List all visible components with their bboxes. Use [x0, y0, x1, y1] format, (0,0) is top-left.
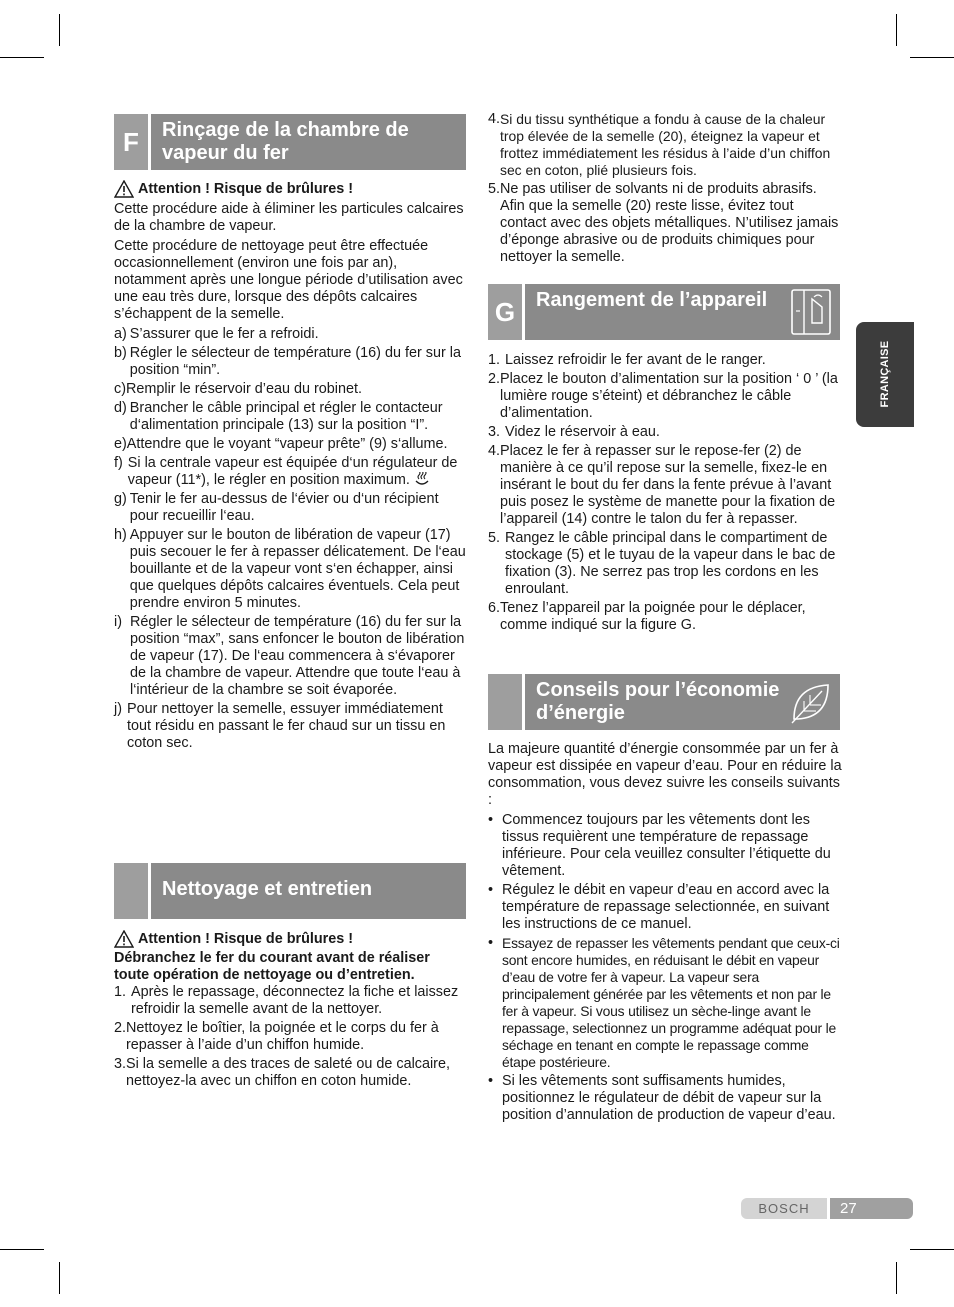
bullet-icon: • [488, 1073, 494, 1089]
item-label: 4. [488, 443, 501, 459]
item-label: e) [114, 436, 127, 452]
bullet-icon: • [488, 812, 494, 828]
bullet-item [488, 1073, 842, 1124]
item-text: Si les vêtements sont suffisaments humides, positionnez le régulateur de débit de vapeur sur la position d’annulation de production de vapeur d’eau. [502, 1073, 836, 1123]
bullet-icon: • [488, 882, 494, 898]
section-cleaning-continued [488, 111, 842, 268]
section-title: Rangement de l’appareil [536, 289, 768, 311]
item-text: Tenez l’appareil par la poignée pour le déplacer, comme indiqué sur la figure G. [500, 600, 806, 633]
section-letter: F [114, 114, 151, 170]
item-label: 1. [114, 984, 127, 1000]
item-text: Régulez le débit en vapeur d’eau en accord avec la température de repassage selectionnée, en suivant les instructions de ce manuel. [502, 882, 830, 932]
item-text: Tenir le fer au-dessus de l‘évier ou d‘un récipient pour recueillir l‘eau. [129, 491, 439, 524]
section-cleaning-body [114, 930, 466, 1092]
item-text: S’assurer que le fer a refroidi. [129, 326, 319, 342]
bullet-icon: • [488, 935, 494, 951]
item-text: Attendre que le voyant “vapeur prête” (9) s‘allume. [126, 436, 448, 452]
item-text: Régler le sélecteur de température (16) du fer sur la position “min”. [129, 345, 461, 378]
warning-icon [114, 930, 134, 948]
list-item [488, 352, 842, 369]
section-g-body [488, 352, 842, 636]
crop-mark [896, 1262, 897, 1294]
bullet-item [488, 812, 842, 880]
section-title: Nettoyage et entretien [162, 878, 373, 900]
item-text: Rangez le câble principal dans le compartiment de stockage (5) et le tuyau de la vapeur dans le bac de fixation (3). Ne serrez pas trop les cordons en les enroulant. [505, 530, 836, 597]
item-text: Placez le bouton d’alimentation sur la position ‘ 0 ’ (la lumière rouge s’éteint) et débranchez le câble d’alimentation. [500, 371, 838, 421]
list-item [488, 181, 842, 266]
item-label: c) [114, 381, 126, 397]
crop-mark [59, 1262, 60, 1294]
intro-paragraph: La majeure quantité d’énergie consommée par un fer à vapeur est dissipée en vapeur d’eau. Pour en réduire la consommation, vous devez suivre les conseils suivants : [488, 741, 842, 808]
item-text: Remplir le réservoir d’eau du robinet. [126, 381, 362, 397]
crop-mark [0, 57, 44, 58]
crop-mark [0, 1249, 44, 1250]
list-item [114, 701, 466, 752]
item-text: Essayez de repasser les vêtements pendant que ceux-ci sont encore humides, en réduisant le débit en vapeur d’eau de votre fer à vapeur. La vapeur sera principalement générée par les vêtements et non par le fer à vapeur. Si vous utilisez un sèche-linge avant le repassage, selectionnez un programme adéquat pour le séchage en tenant en compte le repassage comme étape postérieure. [502, 935, 840, 1070]
list-item [114, 527, 466, 612]
item-text: Si la centrale vapeur est équipée d‘un régulateur de vapeur (11*), le régler en position maximum. [127, 455, 458, 488]
list-item [114, 1056, 466, 1090]
item-label: j) [114, 701, 122, 717]
list-item [488, 424, 842, 441]
bullet-item [488, 935, 842, 1071]
item-label: f) [114, 455, 123, 471]
item-label: 2. [114, 1020, 127, 1036]
warning-icon [114, 180, 134, 198]
section-g-header [488, 284, 840, 340]
section-cleaning-header [114, 863, 466, 919]
section-title: Rinçage de la chambre de vapeur du fer [162, 119, 409, 164]
list-item [114, 326, 466, 343]
bold-notice: Débranchez le fer du courant avant de réaliser toute opération de nettoyage ou d’entretien. [114, 950, 430, 983]
item-label: 2. [488, 371, 501, 387]
list-item [114, 614, 466, 699]
item-text: Si la semelle a des traces de saleté ou de calcaire, nettoyez-la avec un chiffon en coton humide. [126, 1056, 450, 1089]
item-label: 3. [114, 1056, 127, 1072]
list-item [114, 455, 466, 489]
page-number: 27 [830, 1198, 913, 1219]
warning-text: Attention ! Risque de brûlures ! [138, 180, 354, 197]
list-item [114, 491, 466, 525]
item-text: Si du tissu synthétique a fondu à cause de la chaleur trop élevée de la semelle (20), éteignez la vapeur et frottez immédiatement les résidus à l’aide d’un chiffon sec en coton, plié plusieurs fois. [500, 111, 831, 178]
item-text: Commencez toujours par les vêtements dont les tissus requièrent une température de repassage inférieure. Pour cela veuillez consulter l’étiquette du vêtement. [502, 812, 831, 879]
section-letter: G [488, 284, 525, 340]
item-text: Placez le fer à repasser sur le repose-fer (2) de manière à ce qu’il repose sur la semelle, fixez-le en insérant le bout du fer dans la fente prévue à l’avant puis posez le système de manette pour la fixation de l’appareil (14) contre le talon du fer à repasser. [500, 443, 836, 527]
list-item [488, 600, 842, 634]
section-title: Conseils pour l’économie d’énergie [536, 679, 780, 724]
section-f-header [114, 114, 466, 170]
list-item [488, 443, 842, 528]
item-label: 5. [488, 530, 501, 546]
item-label: i) [114, 614, 122, 630]
list-item [488, 111, 842, 179]
list-item [114, 400, 466, 434]
crop-mark [896, 14, 897, 46]
crop-mark [910, 57, 954, 58]
list-item [488, 530, 842, 598]
item-label: 1. [488, 352, 501, 368]
bullet-item [488, 882, 842, 933]
item-label: 3. [488, 424, 501, 440]
item-label: h) [114, 527, 127, 543]
storage-icon [788, 287, 834, 337]
item-label: a) [114, 326, 127, 342]
section-tab [114, 863, 151, 919]
language-tab [856, 322, 914, 427]
section-f-body [114, 180, 466, 754]
item-label: b) [114, 345, 127, 361]
item-label: 6. [488, 600, 501, 616]
intro-paragraph: Cette procédure de nettoyage peut être effectuée occasionnellement (environ une fois par an), notamment après une longue période d’utilisation avec une eau très dure, lorsque des dépôts calcaires s’échappent de la semelle. [114, 238, 463, 322]
item-label: 5. [488, 181, 501, 197]
language-label: FRANÇAISE [879, 340, 891, 408]
item-text: Appuyer sur le bouton de libération de vapeur (17) puis secouer le fer à repasser délicatement. De l‘eau bouillante et de la vapeur vont s‘en échapper, ainsi que quelques dépôts calcaires éventuels. Cela peut prendre environ 5 minutes. [129, 527, 466, 611]
brand-label: BOSCH [741, 1198, 827, 1219]
warning-line [114, 930, 466, 948]
list-item [114, 381, 466, 398]
list-item [488, 371, 842, 422]
item-text: Ne pas utiliser de solvants ni de produits abrasifs. Afin que la semelle (20) reste lisse, évitez tout contact avec des objets métalliques. N’utilisez jamais d’éponge abrasive ou de produits chimiques pour nettoyer la semelle. [500, 181, 839, 265]
section-tab [488, 674, 525, 730]
warning-text: Attention ! Risque de brûlures ! [138, 930, 354, 947]
crop-mark [910, 1249, 954, 1250]
item-text: Après le repassage, déconnectez la fiche et laissez refroidir la semelle avant de la nettoyer. [131, 984, 459, 1017]
item-label: g) [114, 491, 127, 507]
item-text: Videz le réservoir à eau. [505, 424, 660, 440]
section-energy-body [488, 741, 842, 1126]
item-text: Brancher le câble principal et régler le contacteur d‘alimentation principale (13) sur la position “I”. [129, 400, 443, 433]
list-item [114, 436, 466, 453]
item-text: Laissez refroidir le fer avant de le ranger. [505, 352, 766, 368]
leaf-icon [788, 677, 834, 727]
list-item [114, 345, 466, 379]
warning-line [114, 180, 466, 198]
item-label: d) [114, 400, 127, 416]
item-text: Nettoyez le boîtier, la poignée et le corps du fer à repasser à l’aide d’un chiffon humide. [126, 1020, 439, 1053]
list-item [114, 1020, 466, 1054]
crop-mark [59, 14, 60, 46]
item-label: 4. [488, 111, 501, 127]
item-text: Pour nettoyer la semelle, essuyer immédiatement tout résidu en passant le fer chaud sur un tissu en coton sec. [127, 701, 446, 751]
intro-paragraph: Cette procédure aide à éliminer les particules calcaires de la chambre de vapeur. [114, 201, 464, 234]
steam-icon [414, 472, 430, 486]
item-text: Régler le sélecteur de température (16) du fer sur la position “max”, sans enfoncer le bouton de libération de vapeur (17). De l‘eau commencera à s‘évaporer de la chambre de vapeur. Attendre que toute l‘eau à l‘intérieur de la chambre se soit évaporée. [130, 614, 465, 698]
list-item [114, 984, 466, 1018]
section-energy-header [488, 674, 840, 730]
